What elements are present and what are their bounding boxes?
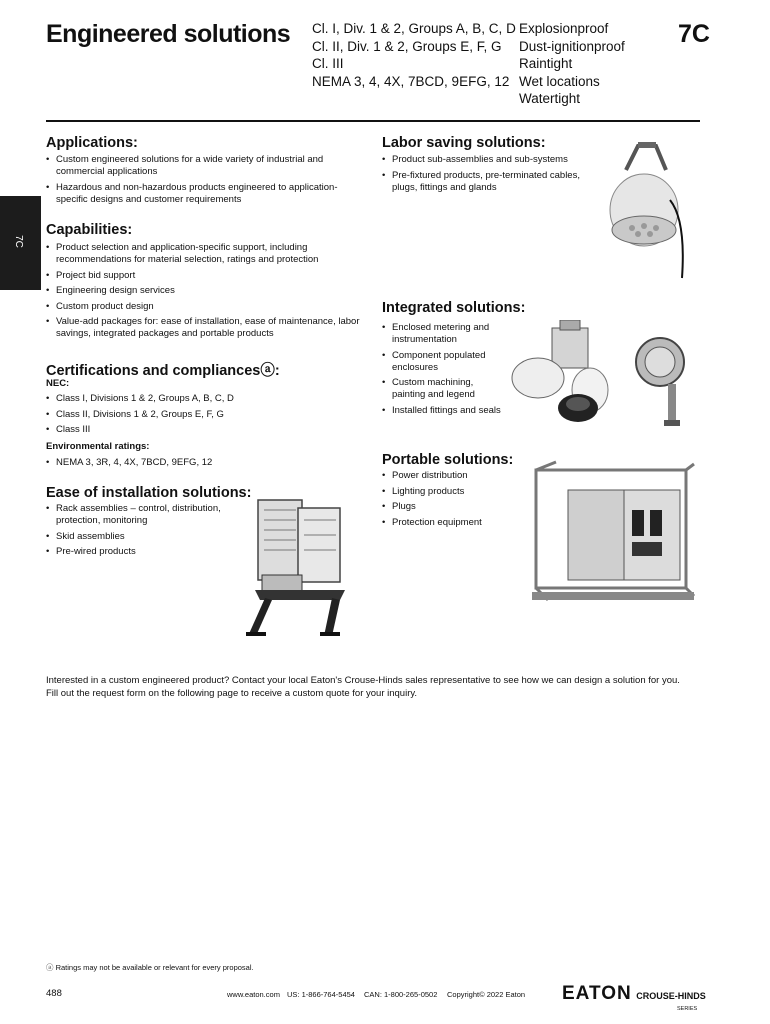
nec-list [46,393,366,440]
series-text: SERIES [677,1006,698,1012]
side-tab-label: 7C [12,235,24,248]
ease-list [46,503,241,562]
class-line: Cl. II, Div. 1 & 2, Groups E, F, G [312,38,502,54]
integrated-heading: Integrated solutions: [382,300,526,316]
list-item: • Engineering design services [46,285,366,297]
section-code: 7C [678,20,710,48]
list-item: • Value-add packages for: ease of installation, ease of maintenance, labor savings, integrated packages and portable products [46,316,366,340]
list-item: • Class III [46,424,366,436]
list-item: • Class I, Divisions 1 & 2, Groups A, B, C, D [46,393,366,405]
list-item: • Skid assemblies [46,531,241,543]
list-item: • Pre-wired products [46,546,241,558]
labor-heading: Labor saving solutions: [382,135,546,151]
environmental-list [46,457,366,473]
list-item: • Component populated enclosures [382,350,507,374]
hazardous-classes [312,20,516,90]
list-item: • Product selection and application-specific support, including recommendations for material selection, ratings and protection [46,242,366,266]
labor-list [382,154,597,197]
nec-label: NEC: [46,378,70,389]
contact-paragraph: Interested in a custom engineered product? Contact your local Eaton's Crouse-Hinds sales representative to see how we can design a solution for you. Fill out the request form on the following page to receive a custom quote for your inquiry. [46,675,680,699]
portable-heading: Portable solutions: [382,452,514,468]
rating-line: Wet locations [519,73,600,89]
ease-heading: Ease of installation solutions: [46,485,252,501]
rating-line: Raintight [519,56,573,71]
capabilities-list [46,242,366,344]
ratings-list [519,20,625,108]
class-line: NEMA 3, 4, 4X, 7BCD, 9EFG, 12 [312,73,510,89]
light-fixture-image [598,140,690,280]
list-item: • Pre-fixtured products, pre-terminated cables, plugs, fittings and glands [382,170,597,194]
integrated-products-image [508,320,690,435]
portable-list [382,470,512,532]
footer-can-phone: CAN: 1-800-265-0502 [364,990,438,999]
list-item: • Protection equipment [382,517,512,529]
capabilities-heading: Capabilities: [46,222,133,238]
rack-assembly-image [240,490,360,640]
page-title: Engineered solutions [46,20,291,48]
environmental-label: Environmental ratings: [46,441,150,452]
list-item: • Hazardous and non-hazardous products engineered to application-specific designs and customer requirements [46,182,366,206]
list-item: • Class II, Divisions 1 & 2, Groups E, F, G [46,409,366,421]
applications-list [46,154,366,209]
header-divider [46,120,700,122]
list-item: • Enclosed metering and instrumentation [382,322,507,346]
list-item: • Project bid support [46,270,366,282]
footer-us-phone: US: 1-866-764-5454 [287,990,355,999]
footnote: ⓐ Ratings may not be available or relevant for every proposal. [46,963,254,972]
footer-website[interactable]: www.eaton.com [227,990,280,999]
crouse-hinds-text: CROUSE-HINDS [636,991,706,1001]
certifications-heading: Certifications and compliancesⓐ: [46,363,280,379]
rating-line: Watertight [519,91,581,106]
class-line: Cl. III [312,56,344,71]
footer-copyright: Copyright© 2022 Eaton [447,990,526,999]
list-item: • Lighting products [382,486,512,498]
rating-line: Explosionproof [519,21,609,36]
eaton-crouse-hinds-logo [562,983,706,1012]
list-item: • NEMA 3, 3R, 4, 4X, 7BCD, 9EFG, 12 [46,457,366,469]
list-item: • Rack assemblies – control, distribution, protection, monitoring [46,503,241,527]
side-section-tab [0,196,41,290]
eaton-logo-text: EATON [562,983,632,1004]
list-item: • Installed fittings and seals [382,405,507,417]
integrated-list [382,322,507,420]
page-number: 488 [46,988,62,999]
list-item: • Custom engineered solutions for a wide variety of industrial and commercial applications [46,154,366,178]
portable-skid-image [528,460,698,605]
list-item: • Custom machining, painting and legend [382,377,507,401]
class-line: Cl. I, Div. 1 & 2, Groups A, B, C, D [312,21,516,36]
list-item: • Plugs [382,501,512,513]
list-item: • Power distribution [382,470,512,482]
list-item: • Custom product design [46,301,366,313]
list-item: • Product sub-assemblies and sub-systems [382,154,597,166]
rating-line: Dust-ignitionproof [519,38,625,54]
applications-heading: Applications: [46,135,138,151]
